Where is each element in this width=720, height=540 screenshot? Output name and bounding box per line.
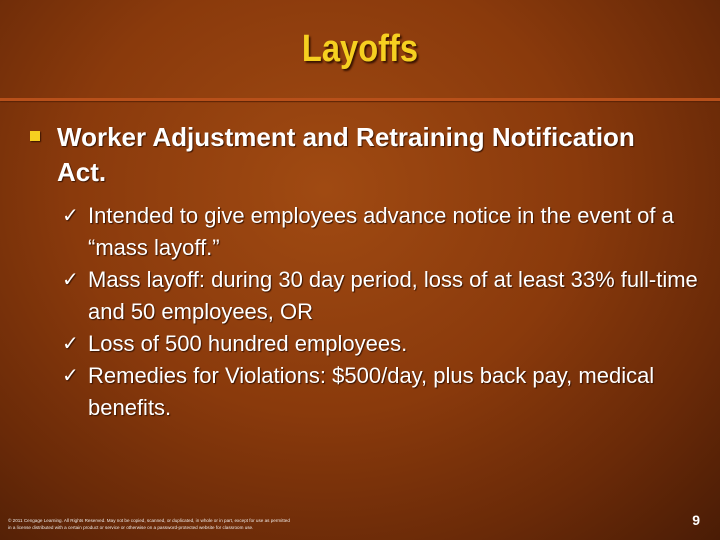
- copyright-notice: [8, 517, 408, 531]
- sub-bullet-item: [62, 328, 702, 360]
- checkmark-icon: ✓: [62, 365, 79, 387]
- slide-title: Layoffs: [301, 28, 419, 70]
- page-number: 9: [692, 512, 700, 528]
- square-bullet-icon: [30, 131, 40, 141]
- main-bullet-text: Worker Adjustment and Retraining Notification Act.: [57, 122, 635, 187]
- checkmark-icon: ✓: [62, 205, 79, 227]
- copyright-line: in a license distributed with a certain product or service or otherwise on a password-protected website for classroom use.: [8, 525, 254, 530]
- sub-bullet-item: [62, 360, 702, 424]
- sub-bullet-list: [62, 200, 702, 424]
- sub-bullet-text: Remedies for Violations: $500/day, plus back pay, medical benefits.: [88, 363, 655, 420]
- sub-bullet-text: Loss of 500 hundred employees.: [88, 331, 408, 356]
- title-divider: [0, 98, 720, 101]
- checkmark-icon: ✓: [62, 269, 79, 291]
- checkmark-icon: ✓: [62, 333, 79, 355]
- sub-bullet-text: Mass layoff: during 30 day period, loss of at least 33% full-time and 50 employees, OR: [88, 267, 698, 324]
- sub-bullet-item: [62, 200, 702, 264]
- sub-bullet-item: [62, 264, 702, 328]
- main-bullet: [30, 120, 690, 190]
- sub-bullet-text: Intended to give employees advance notice in the event of a “mass layoff.”: [88, 203, 674, 260]
- copyright-line: © 2011 Cengage Learning. All Rights Reserved. May not be copied, scanned, or duplicated, in whole or in part, except for use as permitted: [8, 518, 290, 523]
